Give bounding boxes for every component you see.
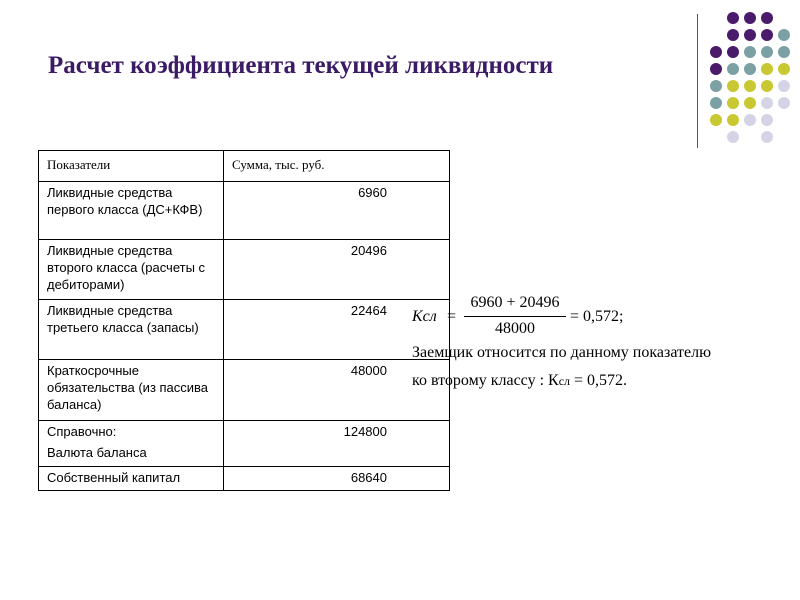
formula-lhs: Kсл bbox=[412, 308, 437, 325]
decorative-dot bbox=[727, 97, 739, 109]
formula-numerator: 6960 + 20496 bbox=[470, 294, 560, 311]
decorative-dot bbox=[778, 97, 790, 109]
header-indicators: Показатели bbox=[39, 151, 224, 182]
decorative-dot bbox=[727, 12, 739, 24]
row-label: Ликвидные средства третьего класса (запасы) bbox=[39, 300, 224, 360]
row-label: Ликвидные средства второго класса (расчеты с дебиторами) bbox=[39, 240, 224, 300]
decorative-dot bbox=[744, 29, 756, 41]
conclusion-line-1: Заемщик относится по данному показателю bbox=[412, 344, 712, 361]
decorative-dot bbox=[744, 97, 756, 109]
decorative-dot bbox=[761, 63, 773, 75]
row-value: 48000 bbox=[224, 360, 450, 421]
decorative-dot bbox=[710, 63, 722, 75]
decorative-dot bbox=[761, 97, 773, 109]
row-label bbox=[39, 421, 224, 467]
decorative-dot bbox=[744, 114, 756, 126]
decorative-dot bbox=[744, 63, 756, 75]
row-label: Собственный капитал bbox=[39, 467, 224, 491]
table-row bbox=[39, 467, 450, 491]
decorative-dot bbox=[727, 80, 739, 92]
conclusion-subscript: сл bbox=[558, 374, 571, 388]
table-row bbox=[39, 360, 450, 421]
formula-equals: = bbox=[447, 308, 457, 325]
decorative-dot bbox=[727, 131, 739, 143]
slide-title: Расчет коэффициента текущей ликвидности bbox=[48, 52, 554, 79]
decorative-dot bbox=[727, 114, 739, 126]
decorative-dot bbox=[761, 114, 773, 126]
row-value: 20496 bbox=[224, 240, 450, 300]
decorative-dot bbox=[761, 80, 773, 92]
row-label: Ликвидные средства первого класса (ДС+КФВ) bbox=[39, 182, 224, 240]
decorative-dot bbox=[710, 97, 722, 109]
decorative-dot bbox=[710, 114, 722, 126]
formula-result: = 0,572; bbox=[570, 308, 624, 325]
conclusion-prefix: ко второму классу : К bbox=[412, 372, 559, 389]
decorative-dot bbox=[761, 12, 773, 24]
decorative-dot bbox=[778, 80, 790, 92]
decorative-dot bbox=[761, 46, 773, 58]
indicators-table bbox=[38, 150, 450, 491]
decorative-dot bbox=[761, 131, 773, 143]
decorative-dot bbox=[744, 12, 756, 24]
table-row bbox=[39, 300, 450, 360]
formula-fraction-bar bbox=[464, 316, 566, 317]
row-label-note: Справочно: bbox=[47, 424, 117, 439]
decorative-dot bbox=[710, 80, 722, 92]
table-header-row bbox=[39, 151, 450, 182]
row-value: 124800 bbox=[224, 421, 450, 467]
header-amount: Сумма, тыс. руб. bbox=[224, 151, 450, 182]
row-value: 6960 bbox=[224, 182, 450, 240]
row-label-main: Валюта баланса bbox=[47, 445, 147, 460]
decorative-dot bbox=[727, 46, 739, 58]
decorative-dot bbox=[727, 63, 739, 75]
table-row bbox=[39, 421, 450, 467]
formula-denominator: 48000 bbox=[495, 320, 535, 337]
table-row bbox=[39, 182, 450, 240]
decorative-dot bbox=[778, 46, 790, 58]
decorative-dot bbox=[778, 29, 790, 41]
conclusion-suffix: = 0,572. bbox=[570, 372, 628, 389]
decorative-dot bbox=[778, 63, 790, 75]
decorative-dot bbox=[744, 46, 756, 58]
row-label: Краткосрочные обязательства (из пассива баланса) bbox=[39, 360, 224, 421]
decorative-dot bbox=[744, 80, 756, 92]
table-row bbox=[39, 240, 450, 300]
row-value: 22464 bbox=[224, 300, 450, 360]
conclusion-line-2 bbox=[412, 372, 627, 390]
decorative-dot bbox=[727, 29, 739, 41]
decorative-dot bbox=[761, 29, 773, 41]
decorative-dot bbox=[710, 46, 722, 58]
decorative-vertical-line bbox=[697, 14, 698, 148]
row-value: 68640 bbox=[224, 467, 450, 491]
